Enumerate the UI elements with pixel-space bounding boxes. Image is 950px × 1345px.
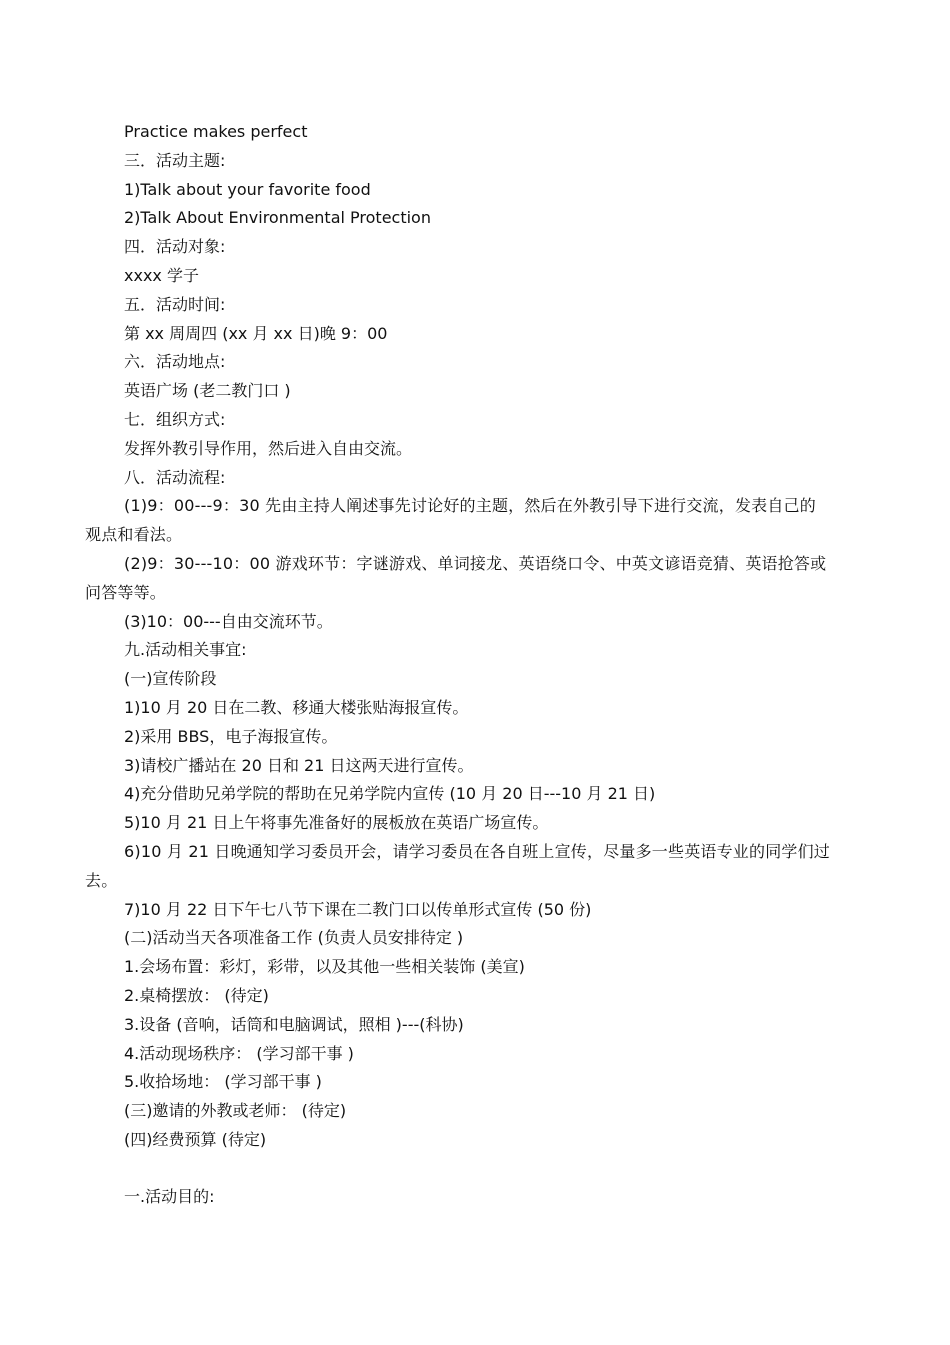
text-line: 第 xx 周周四 (xx 月 xx 日)晚 9：00 — [124, 323, 388, 343]
text-line: (3)10：00---自由交流环节。 — [124, 611, 333, 631]
text-line: 四．活动对象: — [124, 237, 226, 257]
text-line: (四)经费预算 (待定) — [124, 1129, 267, 1149]
text-line: (三)邀请的外教或老师： (待定) — [124, 1101, 347, 1121]
text-line: 6)10 月 21 日晚通知学习委员开会，请学习委员在各自班上宣传，尽量多一些英语专业的同学们过去。 — [85, 841, 830, 890]
text-line: 1)10 月 20 日在二教、移通大楼张贴海报宣传。 — [124, 697, 469, 717]
text-line: 英语广场 (老二教门口 ) — [124, 381, 291, 401]
text-line: (1)9：00---9：30 先由主持人阐述事先讨论好的主题，然后在外教引导下进行交流，发表自己的观点和看法。 — [85, 496, 816, 545]
text-line: 2)采用 BBS，电子海报宣传。 — [124, 726, 338, 746]
text-line: 一.活动目的: — [124, 1187, 215, 1207]
text-line: (一)宣传阶段 — [124, 669, 217, 689]
text-line: 三．活动主题: — [124, 150, 226, 170]
text-line: 7)10 月 22 日下午七八节下课在二教门口以传单形式宣传 (50 份) — [124, 899, 592, 919]
text-line: 七．组织方式: — [124, 409, 226, 429]
blank-line — [85, 1155, 830, 1184]
text-line: xxxx 学子 — [124, 265, 199, 285]
text-line: 5.收拾场地： (学习部干事 ) — [124, 1072, 322, 1092]
text-line: 2.桌椅摆放： (待定) — [124, 985, 269, 1005]
text-line: Practice makes perfect — [124, 122, 308, 141]
text-line: 5)10 月 21 日上午将事先准备好的展板放在英语广场宣传。 — [124, 813, 549, 833]
text-line: 六．活动地点: — [124, 352, 226, 372]
text-line: 八．活动流程: — [124, 467, 226, 487]
text-line: 1)Talk about your favorite food — [124, 179, 371, 199]
text-line: 发挥外教引导作用，然后进入自由交流。 — [124, 438, 413, 458]
text-line: 九.活动相关事宜: — [124, 640, 247, 660]
text-line: 3)请校广播站在 20 日和 21 日这两天进行宣传。 — [124, 755, 474, 775]
text-line: 2)Talk About Environmental Protection — [124, 208, 431, 228]
text-line: (2)9：30---10：00 游戏环节：字谜游戏、单词接龙、英语绕口令、中英文谚语竞猜、英语抢答或问答等等。 — [85, 553, 827, 602]
document-body — [85, 118, 830, 1212]
text-line: 3.设备 (音响，话筒和电脑调试，照相 )---(科协) — [124, 1014, 464, 1034]
text-line: 1.会场布置：彩灯，彩带，以及其他一些相关装饰 (美宣) — [124, 957, 525, 977]
text-line: 4)充分借助兄弟学院的帮助在兄弟学院内宣传 (10 月 20 日---10 月 21 日) — [124, 784, 656, 804]
text-line: 4.活动现场秩序： (学习部干事 ) — [124, 1043, 354, 1063]
text-line: 五．活动时间: — [124, 294, 226, 314]
text-line: (二)活动当天各项准备工作 (负责人员安排待定 ) — [124, 928, 464, 948]
